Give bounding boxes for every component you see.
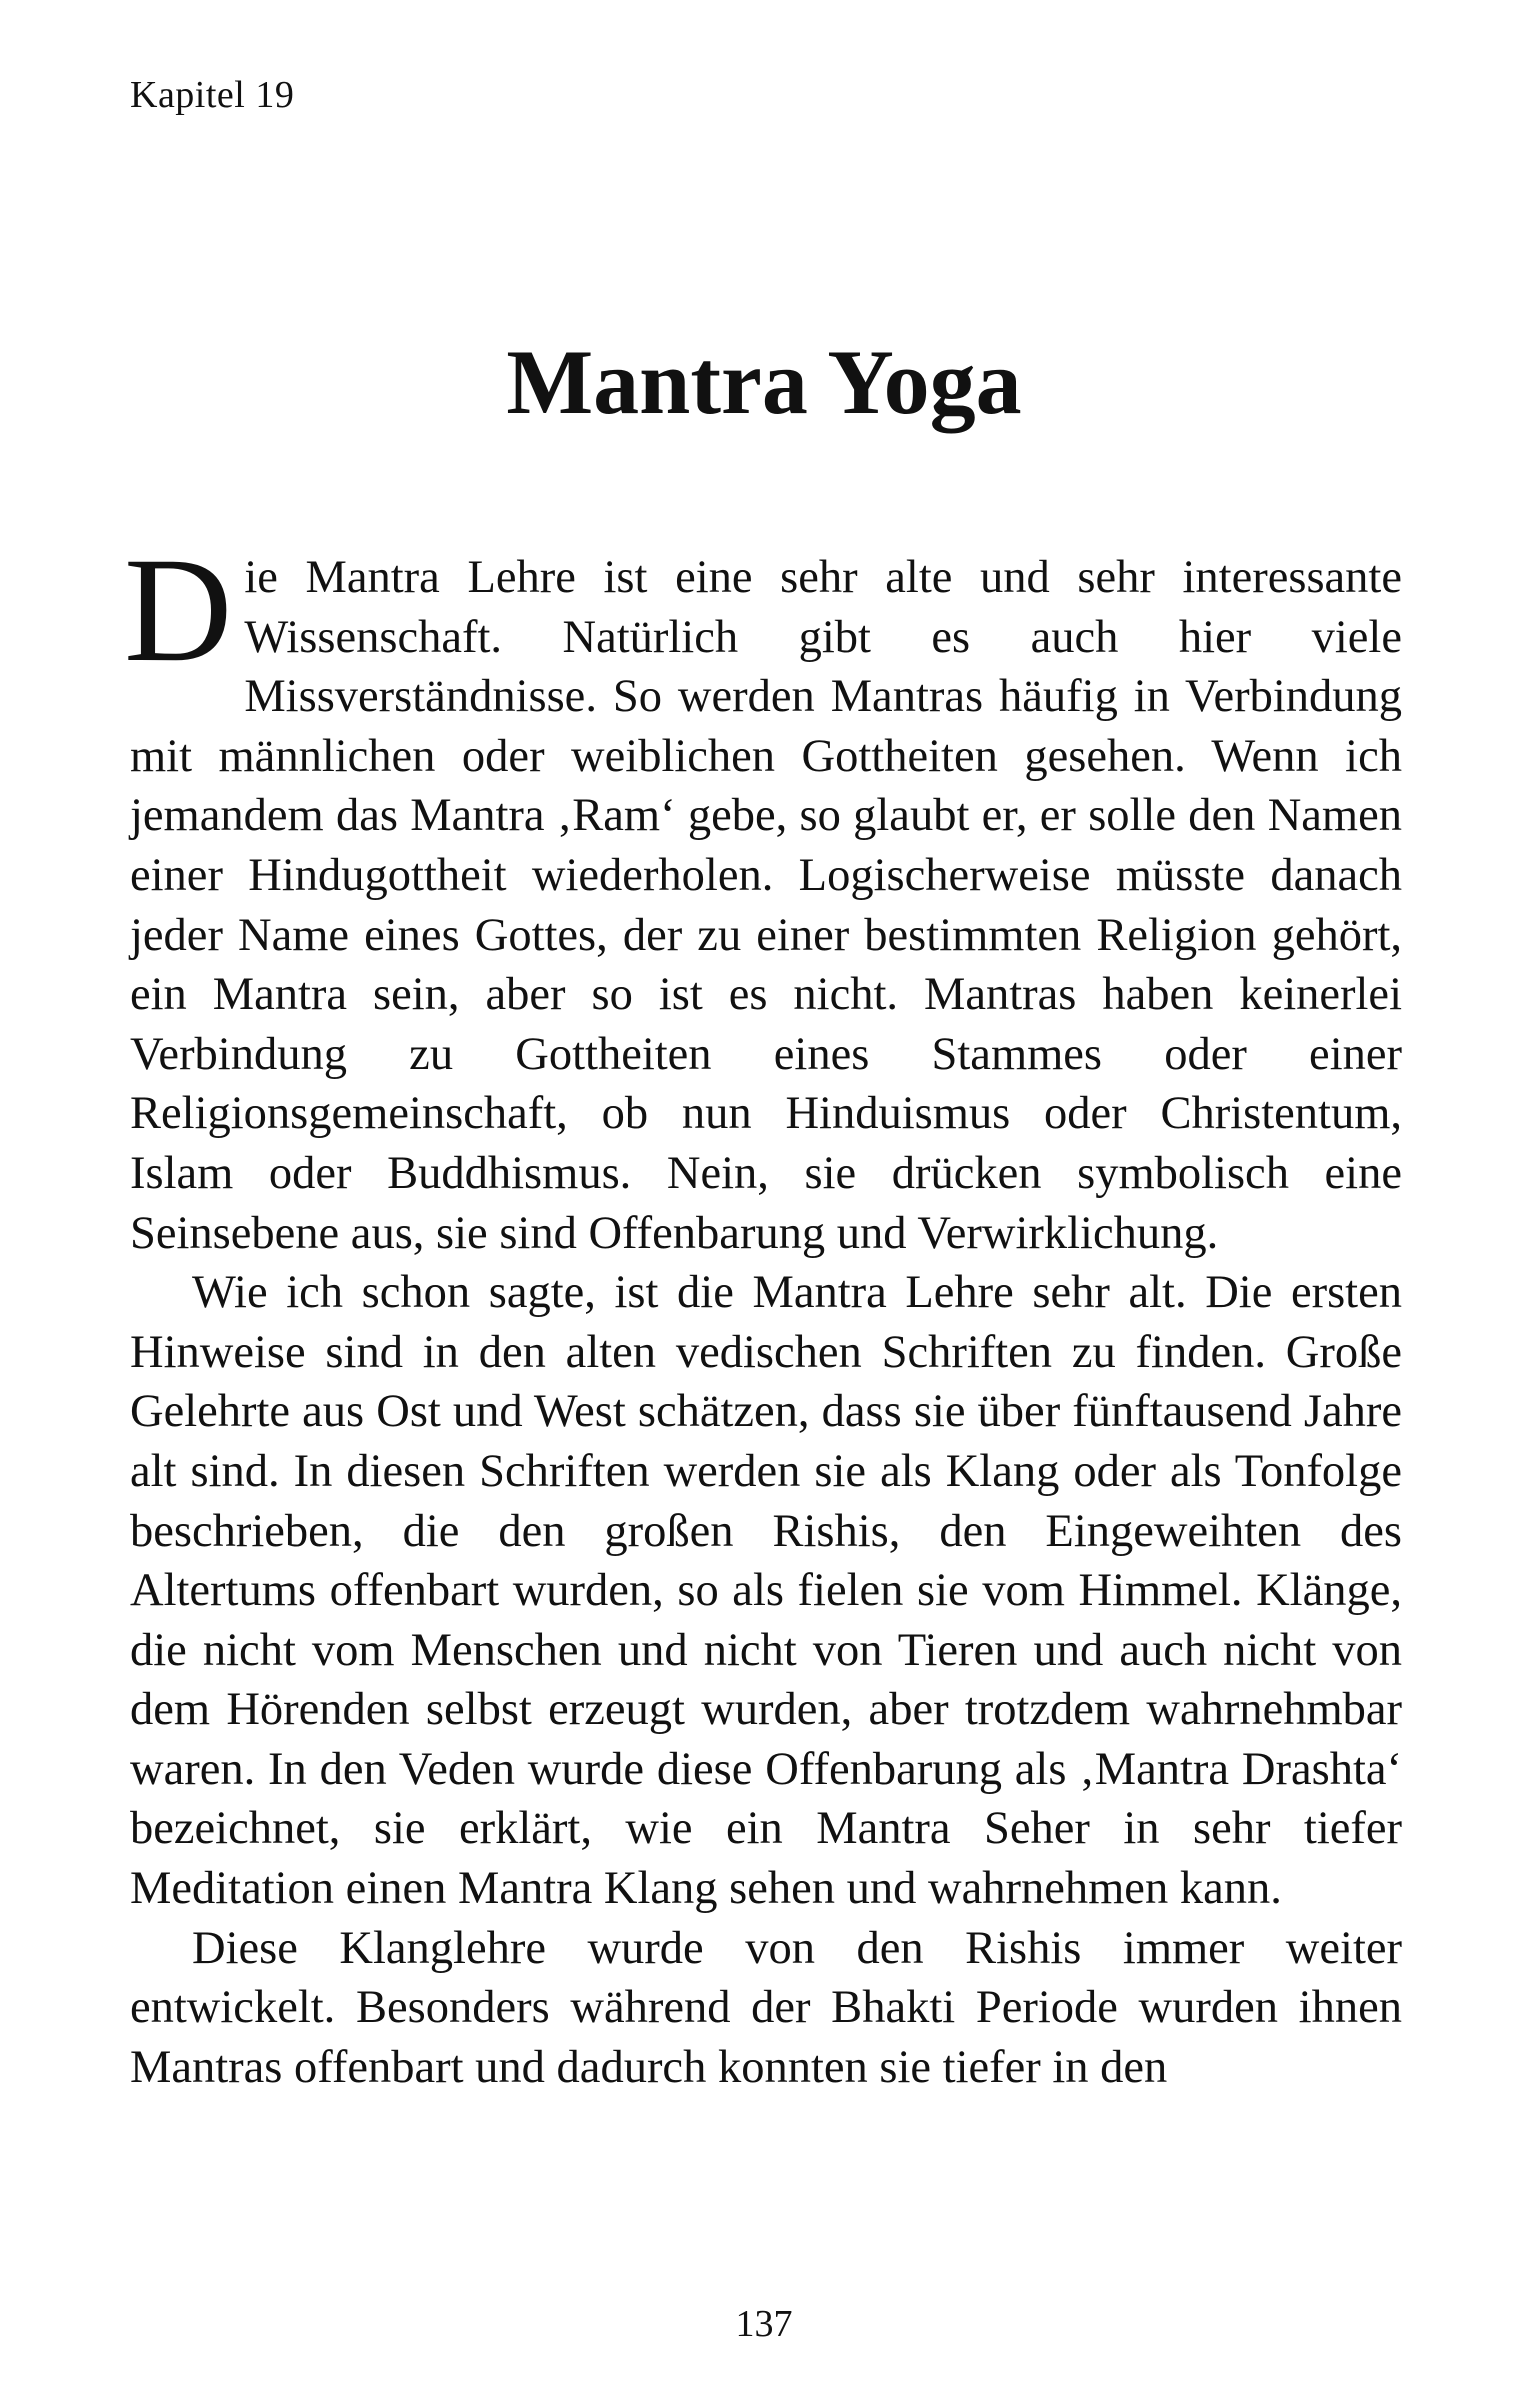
paragraph-2: Wie ich schon sagte, ist die Mantra Lehre sehr alt. Die ersten Hinweise sind in den alten vedischen Schriften zu finden. Große Gelehrte aus Ost und West schätzen, dass sie über fünftausend Jahre alt sind. In diesen Schriften werden sie als Klang oder als Tonfolge beschrieben, die den großen Rishis, den Eingeweihten des Altertums offenbart wurden, so als fielen sie vom Himmel. Klänge, die nicht vom Menschen und nicht von Tieren und auch nicht von dem Hörenden selbst erzeugt wurden, aber trotzdem wahrnehmbar waren. In den Veden wurde diese Offenbarung als ‚Mantra Drashta‘ bezeichnet, sie erklärt, wie ein Mantra Seher in sehr tiefer Meditation einen Mantra Klang sehen und wahrnehmen kann.	[130, 1267, 1402, 1915]
chapter-title: Mantra Yoga	[506, 331, 1022, 433]
paragraph-1	[124, 527, 1402, 1263]
running-head: Kapitel 19	[130, 74, 295, 116]
paragraph-1-text: ie Mantra Lehre ist eine sehr alte und sehr interessante Wissenschaft. Natürlich gibt es auch hier viele Missverständnisse. So werden Mantras häufig in Verbindung mit männlichen oder weiblichen Gottheiten gesehen. Wenn ich jemandem das Mantra ‚Ram‘ gebe, so glaubt er, er solle den Namen einer Hindugottheit wiederholen. Logischerweise müsste danach jeder Name eines Gottes, der zu einer bestimmten Religion gehört, ein Mantra sein, aber so ist es nicht. Mantras haben keinerlei Verbindung zu Gottheiten eines Stammes oder einer Religionsgemeinschaft, ob nun Hinduismus oder Christentum, Islam oder Buddhismus. Nein, sie drücken symbolisch eine Seinsebene aus, sie sind Offenbarung und Verwirklichung.	[130, 552, 1402, 1259]
drop-cap: D	[124, 527, 233, 693]
body-text	[124, 527, 1402, 2097]
page-number: 137	[735, 2303, 793, 2345]
paragraph-3: Diese Klanglehre wurde von den Rishis immer weiter entwickelt. Besonders während der Bhakti Periode wurden ihnen Mantras offenbart und dadurch konnten sie tiefer in den	[130, 1922, 1402, 2093]
